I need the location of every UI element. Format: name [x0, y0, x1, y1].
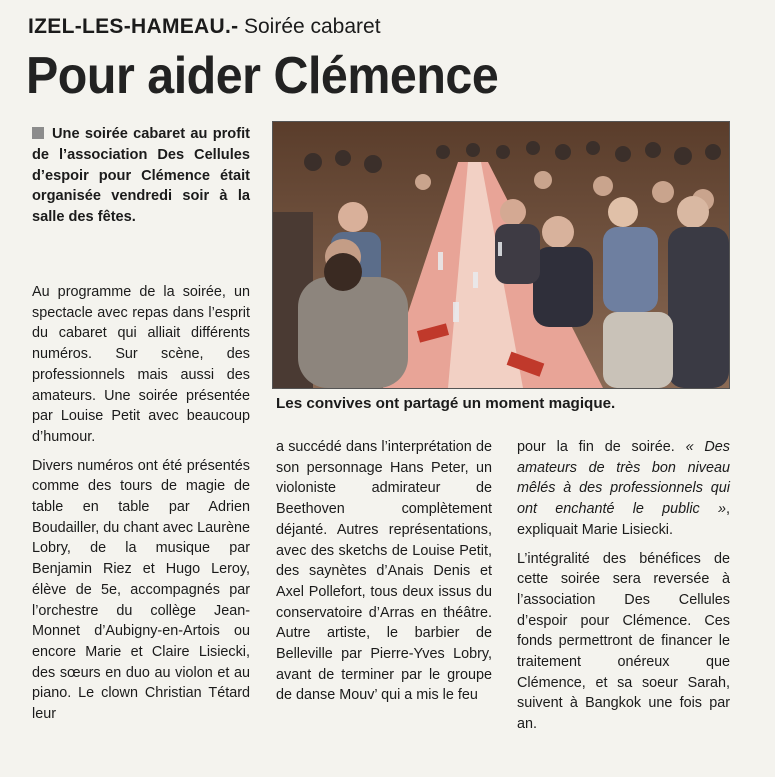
paragraph-lead: pour la fin de soirée.: [517, 439, 675, 455]
paragraph: a succédé dans l’interprétation de son personnage Hans Peter, un violoniste admirateur de Beethoven complètement déjanté. Autres représentations, avec des sketchs de Louise Petit, des saynètes d’Anais Denis et Axel Pollefort, tous deux issus du conservatoire d’Arras en théâtre. Autre artiste, le barbier de Belleville par Pierre-Yves Lobry, avant de terminer par le groupe de danse Mouv’ qui a mis le feu: [276, 439, 492, 704]
caption-text: Les convives ont partagé un moment magique.: [276, 395, 616, 412]
paragraph: L’intégralité des bénéfices de cette soirée sera reversée à l’association Des Cellules d’espoir pour Clémence. Ces fonds permettront de financer le traitement onéreux que Clémence, et sa soeur Sarah, suivent à Bangkok une fois par an.: [517, 550, 730, 733]
kicker-town: IZEL-LES-HAMEAU.: [28, 15, 232, 38]
article-column-right: [517, 437, 730, 735]
article-headline: Pour aider Clémence: [26, 47, 499, 105]
article-chapo: [32, 124, 250, 228]
banquet-photo-illustration: [273, 122, 729, 388]
paragraph: Divers numéros ont été présentés comme des tours de magie de table en table par Adrien Boudailler, du chant avec Laurène Lobry, de la musique par Benjamin Riez et Hugo Leroy, élève de 5e, accompagnés par l’orchestre du collège Jean-Monnet d’Aubigny-en-Artois ou encore Marie et Claire Lisiecki, des sœurs en duo au violon et au piano. Le clown Christian Tétard leur: [32, 457, 250, 723]
photo-caption: [276, 394, 728, 414]
kicker-subtitle: Soirée cabaret: [243, 15, 381, 38]
article-column-middle: [276, 437, 492, 706]
bleed-through-texture: [575, 2, 775, 112]
article-kicker: [28, 14, 381, 40]
paragraph-quote: [517, 437, 730, 541]
kicker-separator: -: [231, 15, 239, 38]
article-photo: [272, 121, 730, 389]
quote-attribution: , expliquait Marie Lisiecki.: [517, 501, 730, 538]
chapo-text: Une soirée cabaret au profit de l’association Des Cellules d’espoir pour Clémence était organisée vendredi soir à la salle des fêtes.: [32, 126, 250, 226]
square-bullet-icon: [32, 127, 44, 139]
quote-text: « Des amateurs de très bon niveau mêlés à des professionnels qui ont enchanté le public »: [517, 439, 731, 518]
paragraph: Au programme de la soirée, un spectacle avec repas dans l’esprit du cabaret qui alliait différents numéros. Sur scène, des professionnels mais aussi des amateurs. Une soirée présentée par Louise Petit avec beaucoup d’humour.: [32, 284, 250, 445]
article-column-left: [32, 282, 250, 725]
